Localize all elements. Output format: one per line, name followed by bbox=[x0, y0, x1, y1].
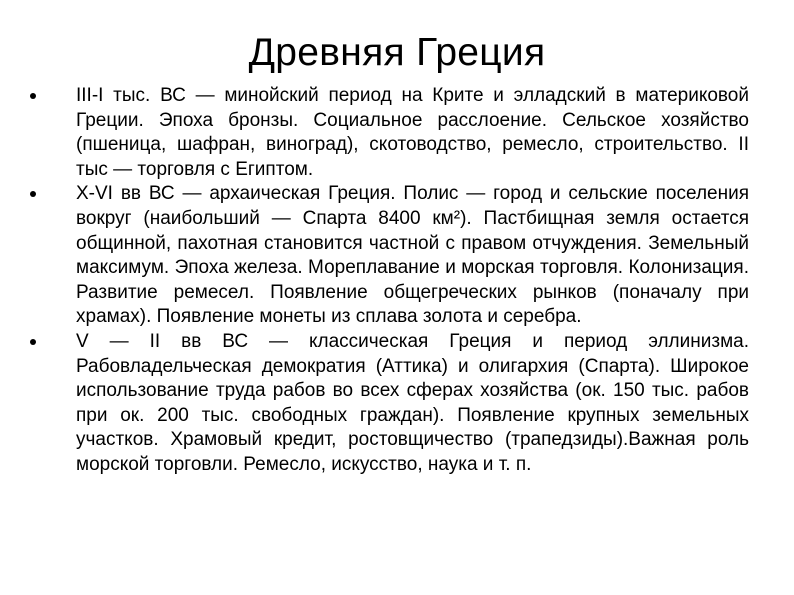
bullet-item bbox=[76, 84, 749, 182]
slide-title: Древняя Греция bbox=[248, 31, 546, 74]
bullet-dot-icon bbox=[30, 93, 36, 99]
bullet-dot-icon bbox=[30, 339, 36, 345]
bullet-item bbox=[76, 330, 749, 478]
bullet-list bbox=[76, 84, 749, 478]
bullet-dot-icon bbox=[30, 191, 36, 197]
bullet-text: X-VI вв ВС — архаическая Греция. Полис — город и сельские поселения вокруг (наибольший — Спарта 8400 км²). Пастбищная земля остается общинной, пахотная становится частной с правом отчуждения. Земельный максимум. Эпоха железа. Мореплавание и морская торговля. Колонизация. Развитие ремесел. Появление общегреческих рынков (поначалу при храмах). Появление монеты из сплава золота и серебра. bbox=[76, 183, 749, 328]
bullet-text: V — II вв ВС — классическая Греция и период эллинизма. Рабовладельческая демократия (Аттика) и олигархия (Спарта). Широкое использование труда рабов во всех сферах хозяйства (ок. 150 тыс. рабов при ок. 200 тыс. свободных граждан). Появление крупных земельных участков. Храмовый кредит, ростовщичество (трапедзиды).Важная роль морской торговли. Ремесло, искусство, наука и т. п. bbox=[76, 330, 749, 475]
bullet-item bbox=[76, 182, 749, 330]
bullet-text: III-I тыс. ВС — минойский период на Крите и элладский в материковой Греции. Эпоха бронзы. Социальное расслоение. Сельское хозяйство (пшеница, шафран, виноград), скотоводство, ремесло, строительство. II тыс — торговля с Египтом. bbox=[76, 85, 749, 180]
